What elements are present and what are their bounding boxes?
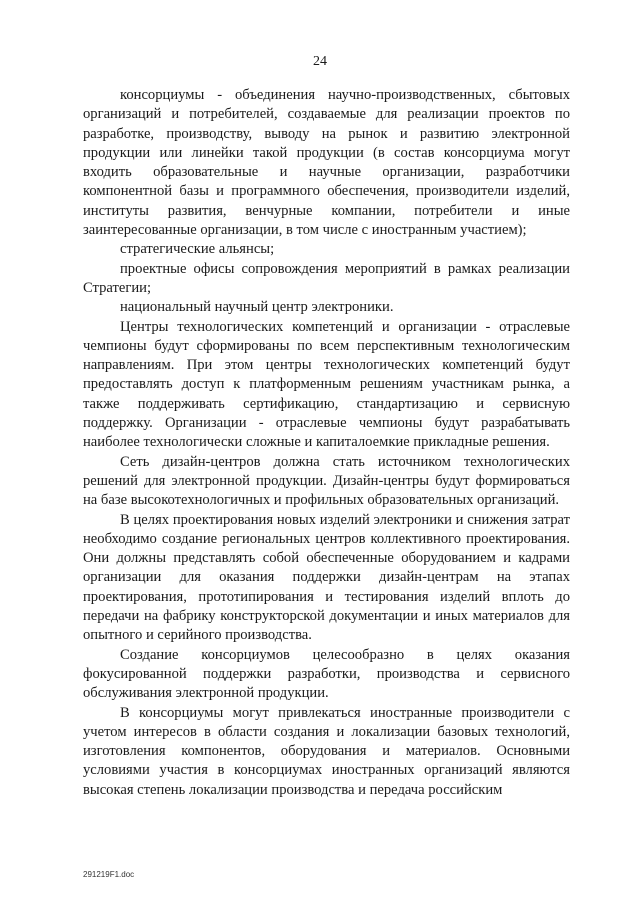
paragraph-alliances: стратегические альянсы; xyxy=(120,241,275,258)
paragraph-project-offices: проектные офисы сопровождения мероприятий в рамках реализации Стратегии; xyxy=(83,260,570,296)
footer-filename: 291219F1.doc xyxy=(83,870,135,879)
paragraph-regional-centers: В целях проектирования новых изделий электроники и снижения затрат необходимо создание региональных центров коллективного проектирования. Они должны представлять собой обеспеченные оборудованием и кадрами организации для оказания поддержки дизайн-центрам на этапах проектирования, прототипирования и тестирования изделий вплоть до передачи на фабрику конструкторской документации и иных материалов для опытного и серийного производства. xyxy=(83,511,570,644)
paragraph-design-centers: Сеть дизайн-центров должна стать источником технологических решений для электронной продукции. Дизайн-центры будут формироваться на базе высокотехнологичных и профильных образовательных организаций. xyxy=(83,453,570,509)
paragraph-consortiums: консорциумы - объединения научно-производственных, сбытовых организаций и потребителей, создаваемые для реализации проектов по разработке, производству, выводу на рынок и развитию электронной продукции или линейки такой продукции (в состав консорциума могут входить образовательные и научные организации, разработчики компонентной базы и программного обеспечения, производители изделий, институты развития, венчурные компании, потребители и иные заинтересованные организации, в том числе с иностранным участием); xyxy=(83,87,570,239)
document-body xyxy=(83,86,570,800)
paragraph-national-center: национальный научный центр электроники. xyxy=(120,299,394,316)
paragraph-foreign-participants: В консорциумы могут привлекаться иностранные производители с учетом интересов в области создания и локализации базовых технологий, изготовления компонентов, оборудования и материалов. Основными условиями участия в консорциумах иностранных организаций являются высокая степень локализации производства и передача российским xyxy=(83,704,570,798)
paragraph-competence-centers: Центры технологических компетенций и организации - отраслевые чемпионы будут сформированы по всем перспективным технологическим направлениям. При этом центры технологических компетенций будут предоставлять доступ к платформенным решениям участникам рынка, а также поддерживать сертификацию, стандартизацию и сервисную поддержку. Организации - отраслевые чемпионы будут разрабатывать наиболее технологически сложные и капиталоемкие прикладные решения. xyxy=(83,318,570,451)
paragraph-consortium-creation: Создание консорциумов целесообразно в целях оказания фокусированной поддержки разработки, производства и сервисного обслуживания электронной продукции. xyxy=(83,646,570,702)
page-number: 24 xyxy=(313,54,327,69)
